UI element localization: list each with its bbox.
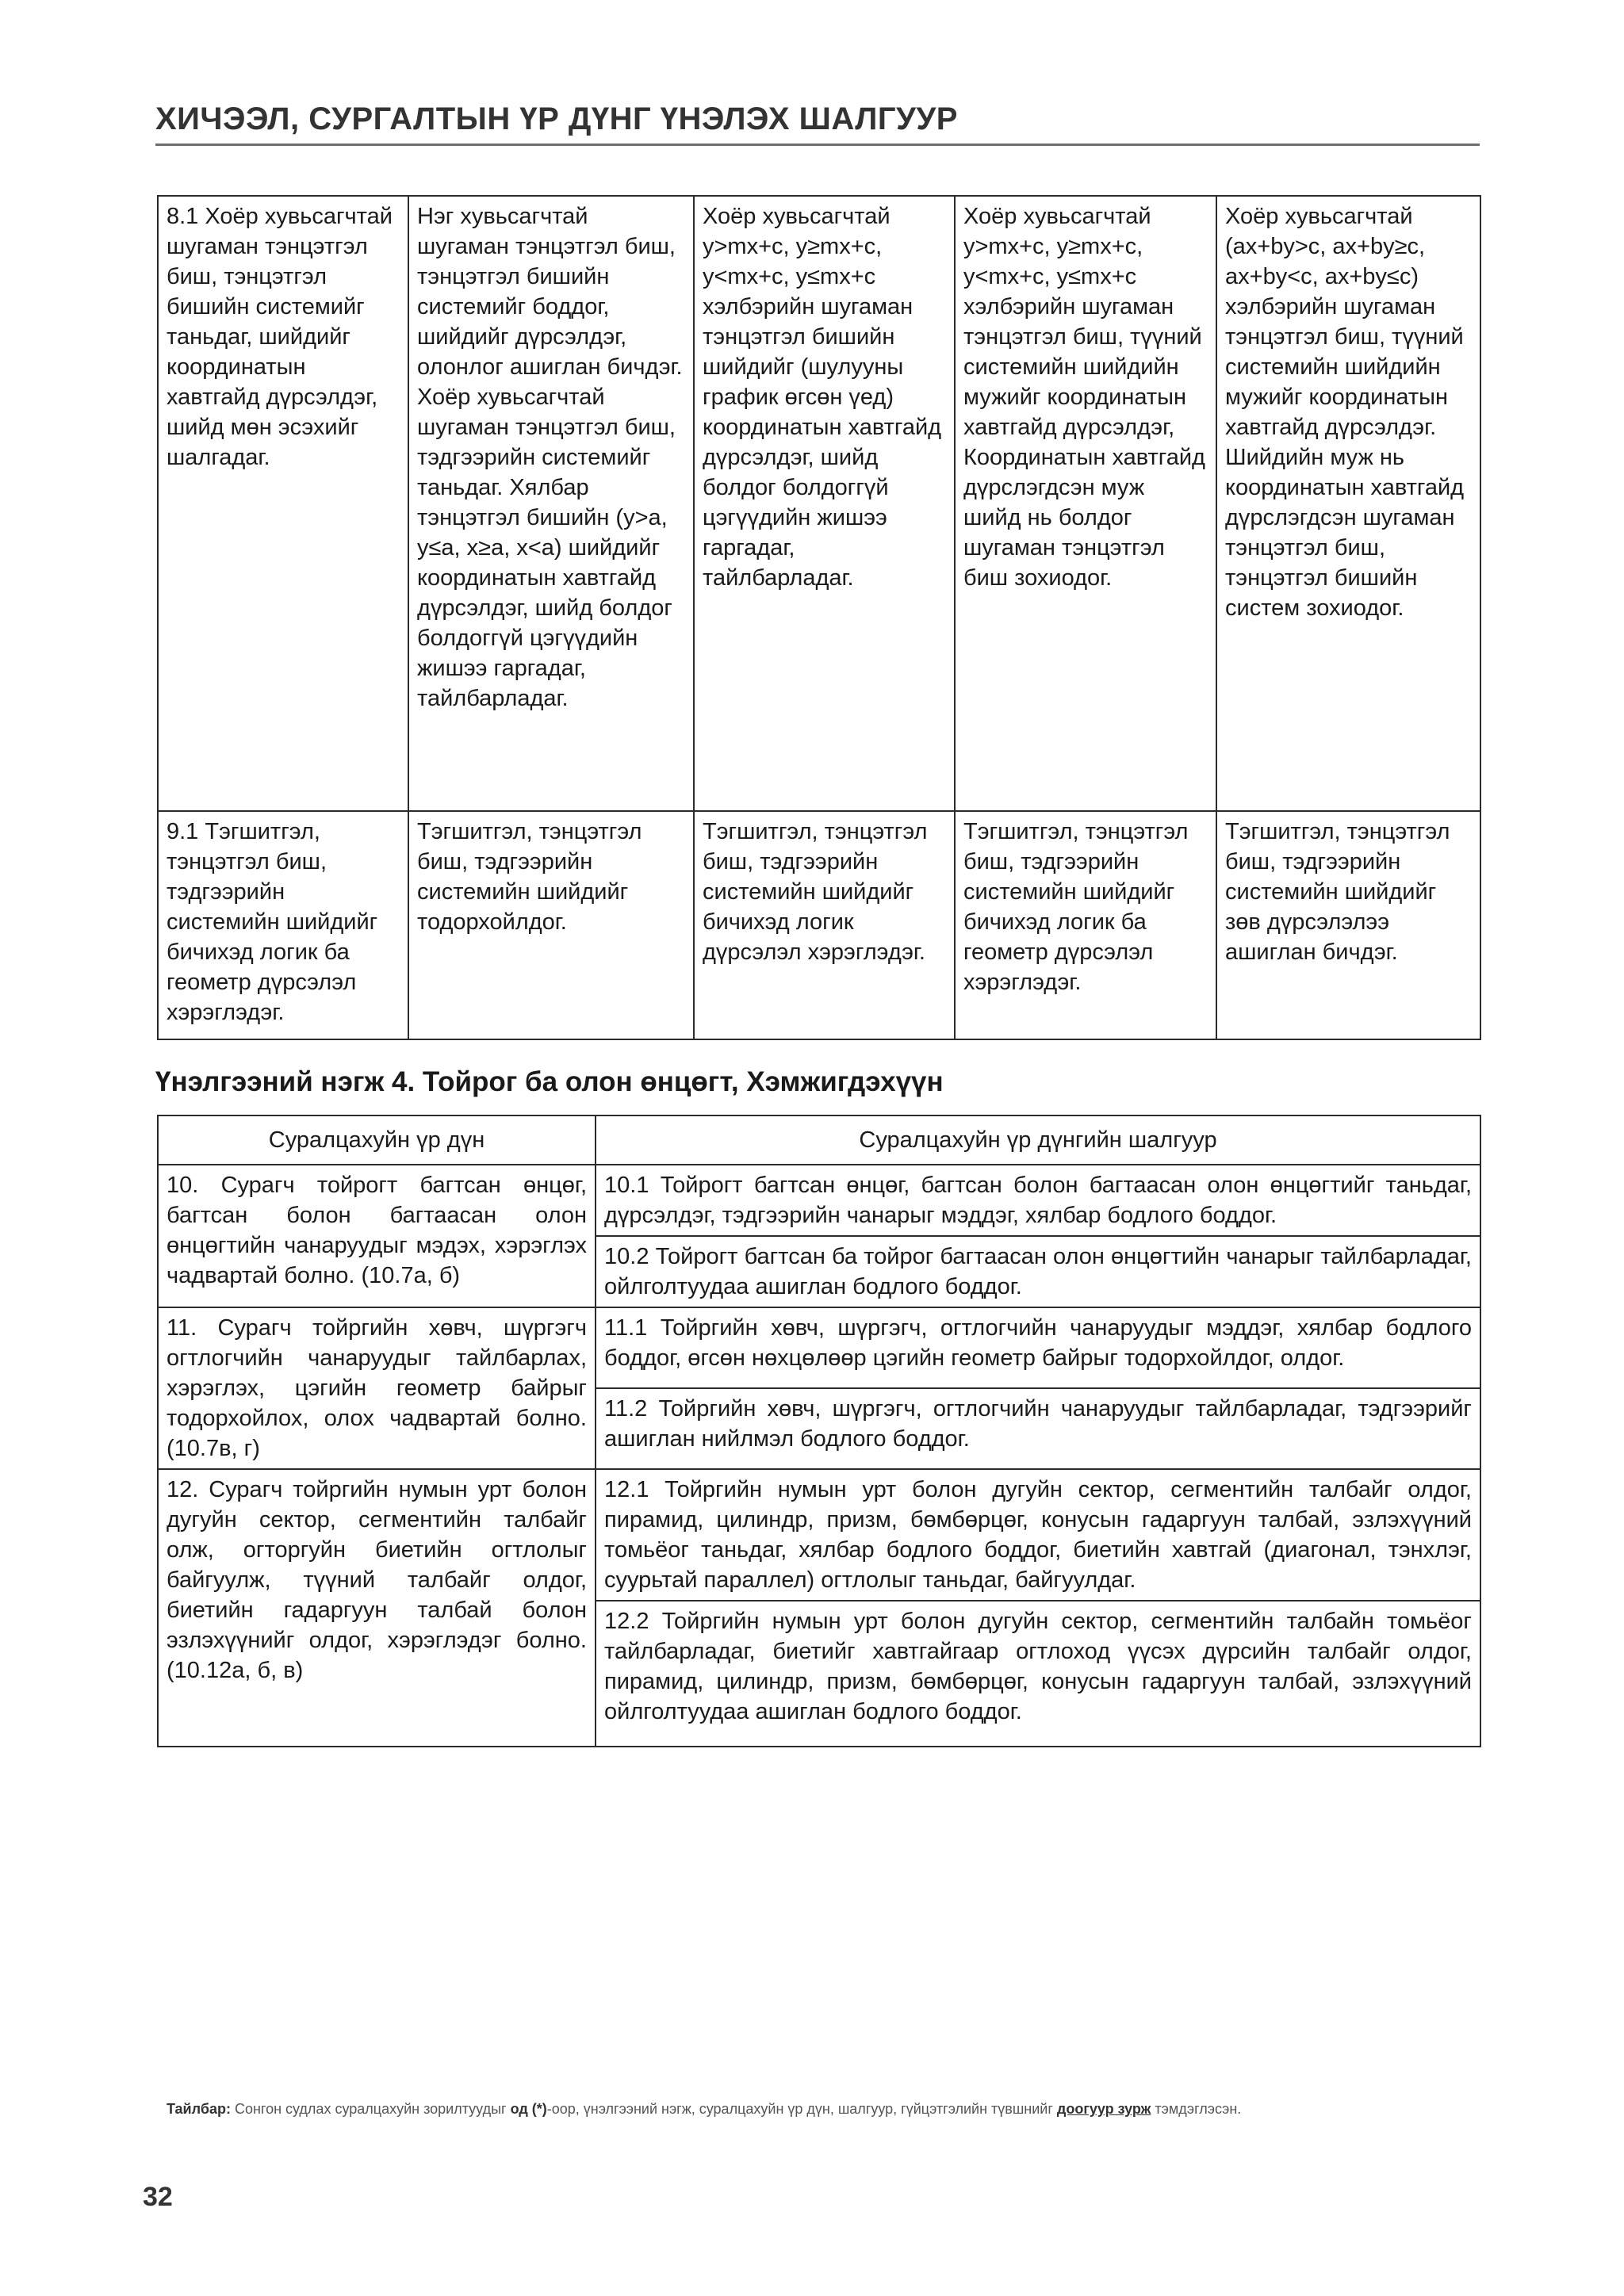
table-row <box>158 1165 1480 1236</box>
header-divider <box>155 144 1480 146</box>
criteria-cell: 10.1 Тойрогт багтсан өнцөг, багтсан болон багтаасан олон өнцөгтийг таньдаг, дүрсэлдэг, тэдгээрийн чанарыг мэддэг, хялбар бодлого боддог. <box>596 1165 1480 1236</box>
page-number: 32 <box>143 2182 173 2212</box>
footnote <box>167 2101 1483 2118</box>
outcome-cell: 11. Сурагч тойргийн хөвч, шүргэгч огтлогчийн чанаруудыг тайлбарлах, хэрэглэх, цэгийн геометр байрыг тодорхойлох, олох чадвартай болно. (10.7в, г) <box>158 1307 596 1469</box>
criteria-cell: 12.2 Тойргийн нумын урт болон дугуйн сектор, сегментийн талбайн томьёог тайлбарладаг, биетийг хавтгайгаар огтлоход үүсэх дүрсийн талбайг олдог, пирамид, цилиндр, призм, бөмбөрцөг, конусын гадаргуун талбай, эзлэхүүний ойлголтуудаа ашиглан бодлого боддог. <box>596 1601 1480 1747</box>
table-cell: 8.1 Хоёр хувьсагчтай шугаман тэнцэтгэл биш, тэнцэтгэл бишийн системийг таньдаг, шийдийг координатын хавтгайд дүрсэлдэг, шийд мөн эсэхийг шалгадаг. <box>158 196 408 811</box>
footnote-label: Тайлбар: <box>167 2101 231 2117</box>
outcome-cell: 10. Сурагч тойрогт багтсан өнцөг, багтсан болон багтаасан олон өнцөгтийн чанаруудыг мэдэх, хэрэглэх чадвартай болно. (10.7а, б) <box>158 1165 596 1307</box>
section-heading: Үнэлгээний нэгж 4. Тойрог ба олон өнцөгт, Хэмжигдэхүүн <box>155 1066 944 1097</box>
table-row <box>158 196 1480 811</box>
table-cell: Тэгшитгэл, тэнцэтгэл биш, тэдгээрийн системийн шийдийг зөв дүрсэлэлээ ашиглан бичдэг. <box>1216 811 1480 1039</box>
page-header-title: ХИЧЭЭЛ, СУРГАЛТЫН ҮР ДҮНГ ҮНЭЛЭХ ШАЛГУУР <box>155 101 958 136</box>
column-header-criteria: Суралцахуйн үр дүнгийн шалгуур <box>596 1115 1480 1165</box>
table-cell: Хоёр хувьсагчтай y>mx+c, y≥mx+c, y<mx+c, y≤mx+c хэлбэрийн шугаман тэнцэтгэл бишийн шийдийг (шулууны график өгсөн үед) координатын хавтгайд дүрсэлдэг, шийд болдог болдоггүй цэгүүдийн жишээ гаргадаг, тайлбарладаг. <box>694 196 955 811</box>
criteria-cell: 10.2 Тойрогт багтсан ба тойрог багтаасан олон өнцөгтийн чанарыг тайлбарладаг, ойлголтуудаа ашиглан бодлого боддог. <box>596 1236 1480 1307</box>
table-cell: Тэгшитгэл, тэнцэтгэл биш, тэдгээрийн системийн шийдийг бичихэд логик ба геометр дүрсэлэл хэрэглэдэг. <box>955 811 1216 1039</box>
criteria-cell: 11.1 Тойргийн хөвч, шүргэгч, огтлогчийн чанаруудыг мэддэг, хялбар бодлого боддог, өгсөн нөхцөлөөр цэгийн геометр байрыг тодорхойлдог, олдог. <box>596 1307 1480 1388</box>
table-cell: Тэгшитгэл, тэнцэтгэл биш, тэдгээрийн системийн шийдийг тодорхойлдог. <box>408 811 694 1039</box>
table-cell: Хоёр хувьсагчтай (ax+by>c, ax+by≥c, ax+by<c, ax+by≤c) хэлбэрийн шугаман тэнцэтгэл биш, түүний системийн шийдийн мужийг координатын хавтгайд дүрсэлдэг. Шийдийн муж нь координатын хавтгайд дүрслэгдсэн шугаман тэнцэтгэл биш, тэнцэтгэл бишийн систем зохиодог. <box>1216 196 1480 811</box>
footnote-text: тэмдэглэсэн. <box>1151 2101 1242 2117</box>
assessment-unit-table <box>157 1115 1481 1747</box>
criteria-cell: 12.1 Тойргийн нумын урт болон дугуйн сектор, сегментийн талбайг олдог, пирамид, цилиндр, призм, бөмбөрцөг, конусын гадаргуун талбай, эзлэхүүний томьёог таньдаг, хялбар бодлого боддог, биетийн хавтгай (диагонал, тэнхлэг, суурьтай параллел) огтлолыг таньдаг, байгуулдаг. <box>596 1469 1480 1601</box>
criteria-cell: 11.2 Тойргийн хөвч, шүргэгч, огтлогчийн чанаруудыг тайлбарладаг, тэдгээрийг ашиглан нийлмэл бодлого боддог. <box>596 1388 1480 1469</box>
table-row <box>158 811 1480 1039</box>
column-header-outcome: Суралцахуйн үр дүн <box>158 1115 596 1165</box>
footnote-underline-mark: доогуур зурж <box>1056 2101 1151 2117</box>
table-cell: Хоёр хувьсагчтай y>mx+c, y≥mx+c, y<mx+c, y≤mx+c хэлбэрийн шугаман тэнцэтгэл биш, түүний системийн шийдийн мужийг координатын хавтгайд дүрсэлдэг, Координатын хавтгайд дүрслэгдсэн муж шийд нь болдог шугаман тэнцэтгэл биш зохиодог. <box>955 196 1216 811</box>
footnote-star-mark: од (*) <box>510 2101 547 2117</box>
footnote-text: Сонгон судлах суралцахуйн зорилтуудыг <box>230 2101 511 2117</box>
table-row <box>158 1469 1480 1601</box>
table-cell: Нэг хувьсагчтай шугаман тэнцэтгэл биш, тэнцэтгэл бишийн системийг боддог, шийдийг дүрсэлдэг, олонлог ашиглан бичдэг. Хоёр хувьсагчтай шугаман тэнцэтгэл биш, тэдгээрийн системийг таньдаг. Хялбар тэнцэтгэл бишийн (y>a, y≤a, x≥a, x<a) шийдийг координатын хавтгайд дүрсэлдэг, шийд болдог болдоггүй цэгүүдийн жишээ гаргадаг, тайлбарладаг. <box>408 196 694 811</box>
table-header-row <box>158 1115 1480 1165</box>
table-cell: 9.1 Тэгшитгэл, тэнцэтгэл биш, тэдгээрийн системийн шийдийг бичихэд логик ба геометр дүрсэлэл хэрэглэдэг. <box>158 811 408 1039</box>
criteria-table-continued <box>157 195 1481 1040</box>
outcome-cell: 12. Сурагч тойргийн нумын урт болон дугуйн сектор, сегментийн талбайг олж, огторгуйн биетийн огтлолыг байгуулж, түүний талбайг олдог, биетийн гадаргуун талбай болон эзлэхүүнийг олдог, хэрэглэдэг болно. (10.12а, б, в) <box>158 1469 596 1747</box>
table-row <box>158 1307 1480 1388</box>
footnote-text: -оор, үнэлгээний нэгж, суралцахуйн үр дүн, шалгуур, гүйцэтгэлийн түвшнийг <box>546 2101 1057 2117</box>
table-cell: Тэгшитгэл, тэнцэтгэл биш, тэдгээрийн системийн шийдийг бичихэд логик дүрсэлэл хэрэглэдэг. <box>694 811 955 1039</box>
